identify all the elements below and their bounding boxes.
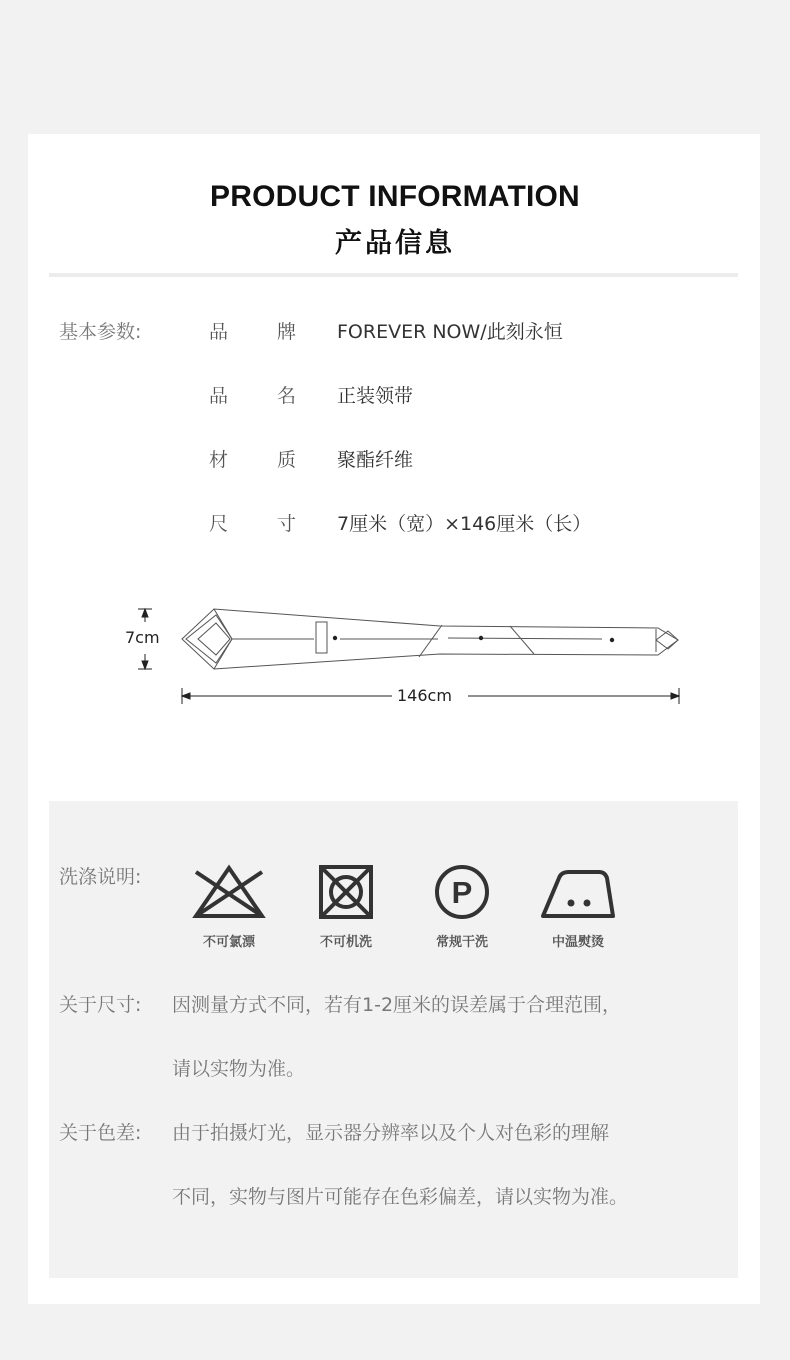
basic-params-label: 基本参数: [59,321,142,343]
spec-key-char2: 牌 [277,321,297,343]
size-note-label: 关于尺寸: [59,994,142,1016]
spec-value: 聚酯纤维 [337,449,414,471]
care-text-no-bleach: 不可氯漂 [202,935,255,950]
iron-medium-icon [539,864,617,920]
spec-value: 正装领带 [337,385,414,407]
dry-clean-symbol: P [451,875,473,910]
color-note-line1: 由于拍摄灯光，显示器分辨率以及个人对色彩的理解 [172,1122,610,1144]
care-text-no-machine-wash: 不可机洗 [319,935,372,950]
title-chinese: 产品信息 [335,228,455,259]
care-label: 洗涤说明: [59,866,142,888]
size-note-line2: 请以实物为准。 [172,1058,306,1080]
spec-key-char1: 品 [209,385,229,407]
spec-key-char2: 质 [277,449,297,471]
no-machine-wash-icon [318,864,374,920]
color-note-line2: 不同，实物与图片可能存在色彩偏差，请以实物为准。 [172,1186,629,1208]
title-divider [49,273,738,277]
length-label: 146cm [397,686,452,705]
width-label: 7cm [125,628,160,647]
care-text-iron-medium: 中温熨烫 [551,935,604,950]
tie-outline [182,609,678,669]
spec-value: FOREVER NOW/此刻永恒 [337,321,563,343]
spec-key-char1: 尺 [209,513,229,535]
spec-value: 7厘米（宽）×146厘米（长） [337,513,592,535]
spec-key-char1: 品 [209,321,229,343]
spec-row-size [0,509,790,539]
care-text-dry-clean: 常规干洗 [435,935,488,950]
spec-key-char2: 寸 [277,513,297,535]
spec-row-name [0,381,790,411]
spec-key-char1: 材 [209,449,229,471]
dry-clean-icon [433,864,491,920]
no-bleach-icon [192,864,266,920]
spec-key-char2: 名 [277,385,297,407]
color-note-label: 关于色差: [59,1122,142,1144]
title-english: PRODUCT INFORMATION [210,180,580,213]
size-note-line1: 因测量方式不同，若有1-2厘米的误差属于合理范围， [172,994,622,1016]
spec-row-material [0,445,790,475]
spec-row-brand [0,317,790,347]
